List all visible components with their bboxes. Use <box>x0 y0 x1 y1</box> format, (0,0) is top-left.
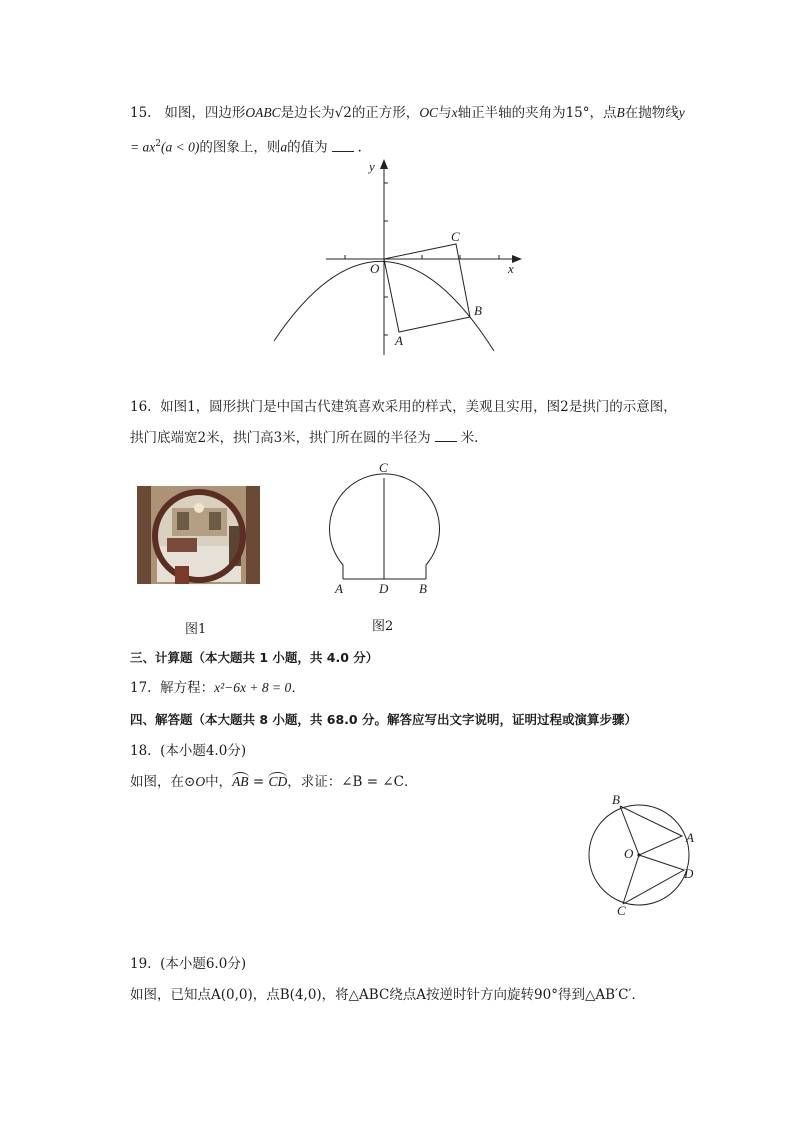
section3-heading: 三、计算题（本大题共 1 小题，共 4.0 分） <box>130 650 379 665</box>
arch-diagram <box>318 455 453 600</box>
q15-text: 的正方形， <box>351 105 420 121</box>
circle-figure <box>580 790 700 920</box>
q15-text: 是边长为 <box>280 105 335 121</box>
label-c: C <box>451 229 460 244</box>
q15-math: (a < 0) <box>160 139 200 155</box>
q19-text: 如图，已知点A(0,0)，点B(4,0)，将△ABC绕点A按逆时针方向旋转90°得到△AB′C′． <box>130 987 645 1003</box>
square-oabc <box>384 244 470 332</box>
q18-circle-o: O <box>195 774 206 789</box>
label-a: A <box>335 581 343 596</box>
label-c: C <box>379 460 388 475</box>
q18-score: (本小题4.0分) <box>160 743 247 759</box>
q15-number: 15. <box>130 105 152 121</box>
q15-math: = ax <box>130 139 156 155</box>
q15-math: OC <box>419 105 439 120</box>
q19-score: (本小题6.0分) <box>160 956 247 972</box>
q16-line1 <box>130 397 677 417</box>
label-o: O <box>370 261 380 276</box>
q15-math: B <box>616 105 625 120</box>
q16-text: 如图1，圆形拱门是中国古代建筑喜欢采用的样式，美观且实用，图2是拱门的示意图， <box>160 399 677 415</box>
y-axis-arrow <box>380 159 388 169</box>
q19-header <box>130 954 246 974</box>
q15-text: 的图象上，则 <box>199 139 281 156</box>
q18-header <box>130 741 246 761</box>
label-b: B <box>612 792 620 807</box>
label-b: B <box>419 581 427 596</box>
label-a: A <box>395 333 403 348</box>
q15-math: √2 <box>334 105 352 121</box>
q17-number: 17. <box>130 680 152 696</box>
label-d: D <box>684 866 694 881</box>
q18-text <box>130 772 418 792</box>
q18-number: 18. <box>130 743 152 759</box>
label-y: y <box>369 159 375 174</box>
answer-blank <box>332 139 354 152</box>
q15-text: 如图，四边形 <box>164 105 246 121</box>
q16-number: 16. <box>130 399 152 415</box>
q15-text: 在抛物线 <box>624 105 679 121</box>
label-b: B <box>474 303 482 318</box>
figure1-caption: 图1 <box>185 622 207 637</box>
q15-text: 的值为 <box>287 139 328 156</box>
label-d: D <box>379 581 389 596</box>
q17-line <box>130 678 305 698</box>
q19-number: 19. <box>130 956 152 972</box>
q18-text-c: 中， <box>205 774 233 790</box>
moon-gate-photo <box>137 486 260 584</box>
q16-text: 拱门底端宽2米，拱门高3米，拱门所在圆的半径为 <box>130 430 431 446</box>
q15-sup: 2 <box>155 139 161 149</box>
q15-line2 <box>130 134 371 158</box>
q15-line1 <box>130 103 685 123</box>
arc-cd: CD <box>268 774 288 789</box>
q15-math: a <box>280 139 288 155</box>
label-c: C <box>617 903 626 918</box>
q15-text: 与 <box>438 105 452 121</box>
answer-blank <box>435 429 457 442</box>
arc-ab: AB <box>232 774 249 789</box>
figure2-caption: 图2 <box>372 619 394 634</box>
parabola-figure <box>268 155 528 360</box>
q17-equation: x²−6x + 8 = 0． <box>214 680 305 695</box>
label-x: x <box>508 261 514 276</box>
label-o: O <box>624 846 634 861</box>
q17-text: 解方程： <box>160 680 215 696</box>
q16-line2 <box>130 428 478 448</box>
q15-math: OABC <box>245 105 281 120</box>
q15-math: x <box>451 105 458 120</box>
q15-end: ． <box>357 139 372 156</box>
q16-text: 米. <box>460 430 479 446</box>
q18-text-d: ，求证：∠B = ∠C． <box>287 774 418 790</box>
q15-math: y <box>678 105 685 120</box>
q15-text: 轴正半轴的夹角为15°，点 <box>457 105 617 121</box>
label-a: A <box>686 830 694 845</box>
q18-eq: = <box>248 774 269 790</box>
section4-heading: 四、解答题（本大题共 8 小题，共 68.0 分。解答应写出文字说明，证明过程或演算步骤） <box>130 712 637 727</box>
q18-text-a: 如图，在⊙ <box>130 774 196 790</box>
